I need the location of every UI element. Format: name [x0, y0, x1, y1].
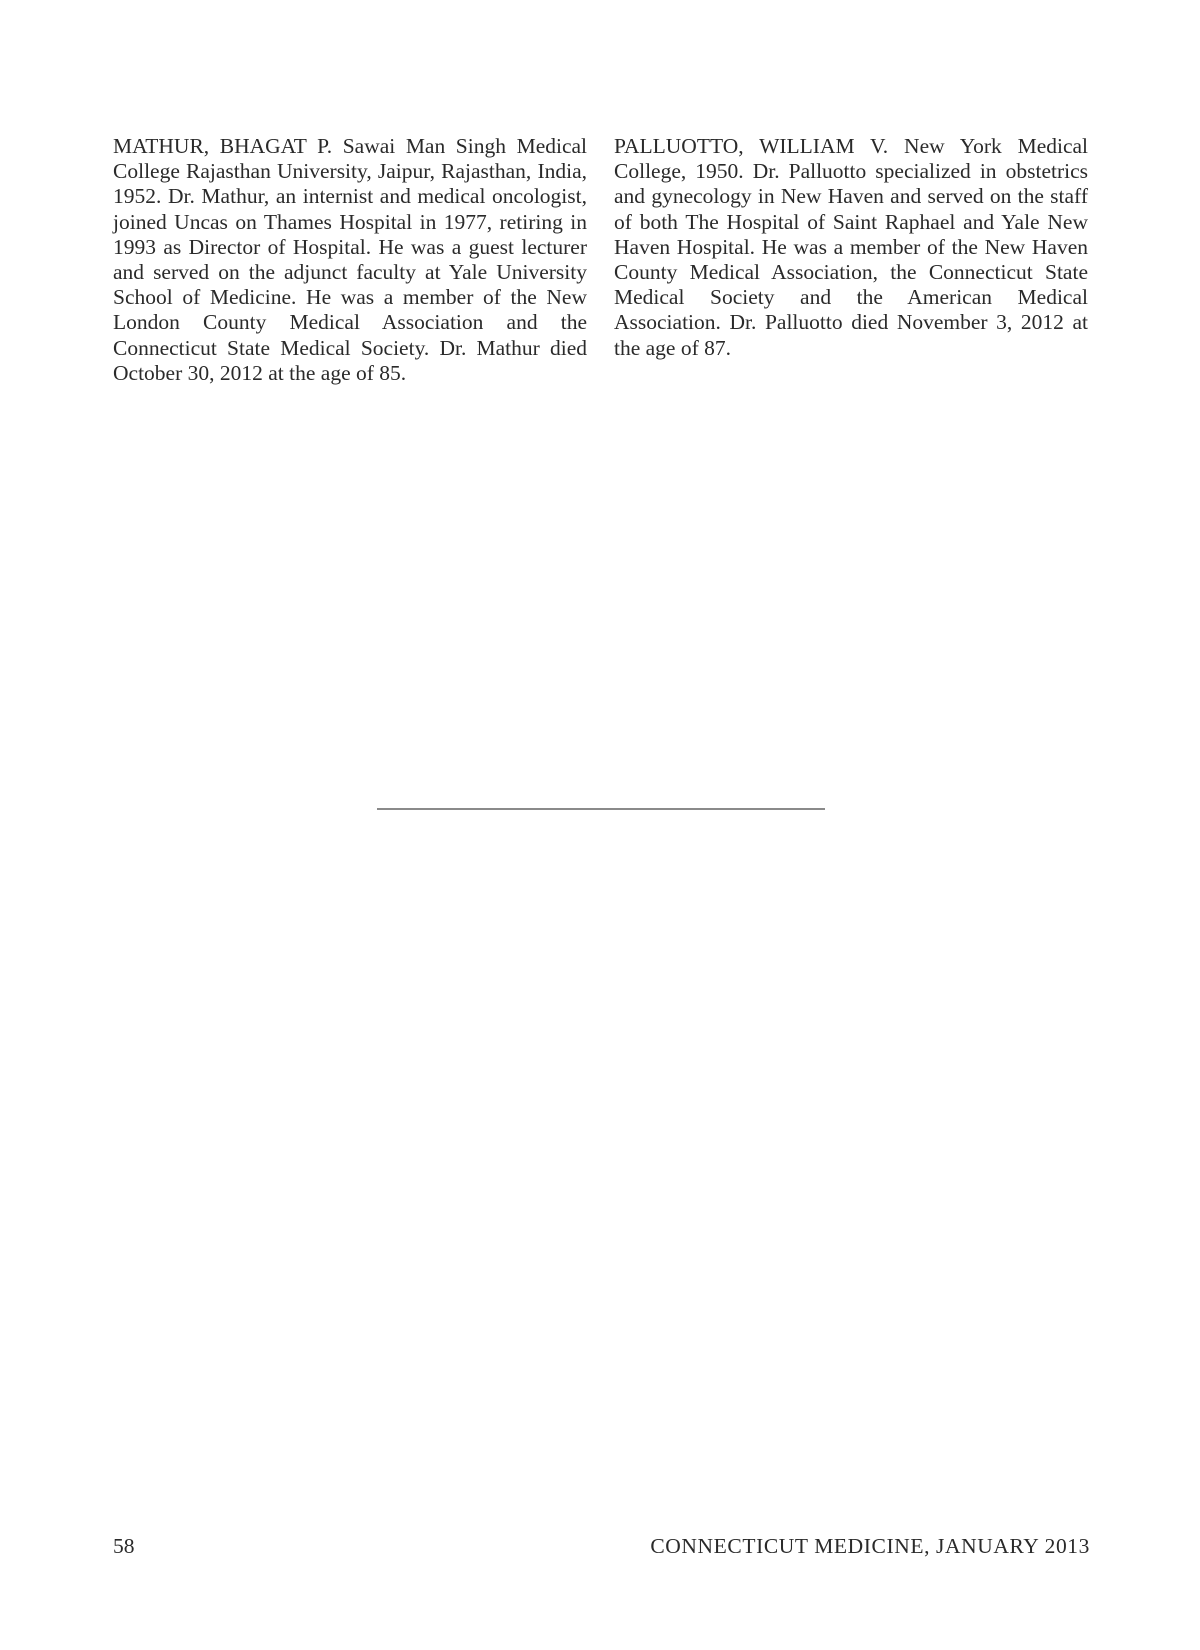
- obituary-text: New York Medical College, 1950. Dr. Palluotto specialized in obstetrics and gynecology in New Haven and served on the staff of both The Hospital of Saint Raphael and Yale New Haven Hospital. He was a member of the New Haven County Medical Association, the Connecticut State Medical Society and the American Medical Association. Dr. Palluotto died November 3, 2012 at the age of 87.: [614, 134, 1089, 360]
- obituary-text: Sawai Man Singh Medical College Rajasthan University, Jaipur, Rajasthan, India, 1952. Dr. Mathur, an internist and medical oncologist, joined Uncas on Thames Hospital in 1977, retiring in 1993 as Director of Hospital. He was a guest lecturer and served on the adjunct faculty at Yale University School of Medicine. He was a member of the New London County Medical Association and the Connecticut State Medical Society. Dr. Mathur died October 30, 2012 at the age of 85.: [113, 134, 588, 385]
- obituary-palluotto: [614, 134, 1088, 361]
- obituary-name: MATHUR, BHAGAT P.: [113, 134, 333, 158]
- page-number: 58: [113, 1534, 135, 1558]
- running-head: CONNECTICUT MEDICINE, JANUARY 2013: [650, 1534, 1090, 1558]
- section-divider: [377, 808, 825, 810]
- obituary-mathur: [113, 134, 587, 386]
- obituary-name: PALLUOTTO, WILLIAM V.: [614, 134, 889, 158]
